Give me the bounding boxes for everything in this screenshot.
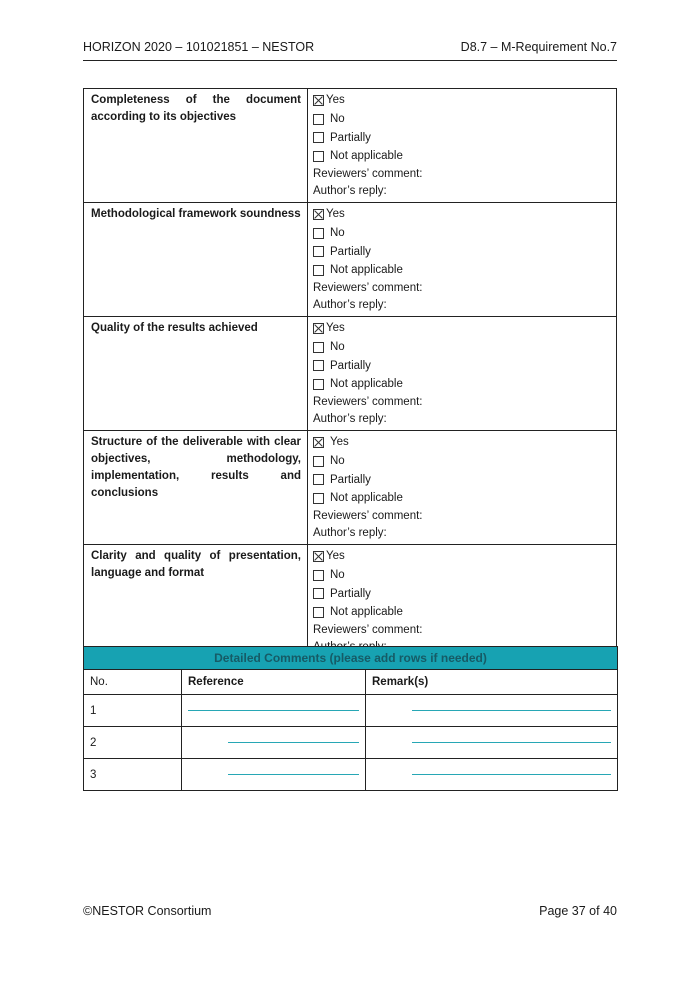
checked-checkbox-icon[interactable] xyxy=(313,209,324,220)
option-label: Not applicable xyxy=(330,492,403,505)
authors-reply-label: Author’s reply: xyxy=(313,413,387,426)
table-row xyxy=(84,759,618,791)
option-yes[interactable] xyxy=(313,433,616,452)
option-label: Partially xyxy=(330,359,371,372)
criterion-options xyxy=(308,203,617,317)
table-row xyxy=(84,695,618,727)
option-label: Yes xyxy=(326,208,345,220)
option-no[interactable] xyxy=(313,110,616,129)
col-header-reference: Reference xyxy=(182,670,366,695)
reviewers-comment-label: Reviewers’ comment: xyxy=(313,168,423,181)
checkbox-icon[interactable] xyxy=(313,379,324,390)
reviewers-comment-label: Reviewers’ comment: xyxy=(313,396,423,409)
option-partially[interactable] xyxy=(313,243,616,262)
option-yes[interactable] xyxy=(313,547,616,566)
option-label: Partially xyxy=(330,131,371,144)
checkbox-icon[interactable] xyxy=(313,360,324,371)
detailed-comments-banner: Detailed Comments (please add rows if needed) xyxy=(84,647,618,670)
option-not-applicable[interactable] xyxy=(313,375,616,394)
option-label: No xyxy=(330,454,345,467)
checkbox-icon[interactable] xyxy=(313,588,324,599)
authors-reply-label: Author’s reply: xyxy=(313,527,387,540)
checkbox-icon[interactable] xyxy=(313,607,324,618)
criterion-options xyxy=(308,89,617,203)
criterion-options xyxy=(308,545,617,659)
checkbox-icon[interactable] xyxy=(313,246,324,257)
option-label: Yes xyxy=(326,94,345,106)
header-project: HORIZON 2020 – 101021851 – NESTOR xyxy=(83,40,315,54)
option-label: Not applicable xyxy=(330,378,403,391)
remark-cell[interactable] xyxy=(366,695,618,727)
criterion-row xyxy=(84,431,617,545)
reference-cell[interactable] xyxy=(182,695,366,727)
reviewers-comment-label: Reviewers’ comment: xyxy=(313,624,423,637)
option-label: Partially xyxy=(330,245,371,258)
footer-copyright: ©NESTOR Consortium xyxy=(83,904,212,918)
option-not-applicable[interactable] xyxy=(313,147,616,166)
option-label: Not applicable xyxy=(330,264,403,277)
page-footer xyxy=(83,904,617,918)
option-no[interactable] xyxy=(313,338,616,357)
option-no[interactable] xyxy=(313,566,616,585)
review-criteria-table xyxy=(83,88,617,659)
criterion-row xyxy=(84,203,617,317)
checkbox-icon[interactable] xyxy=(313,265,324,276)
option-label: Partially xyxy=(330,473,371,486)
option-label: No xyxy=(330,226,345,239)
remark-cell[interactable] xyxy=(366,759,618,791)
criterion-label: Completeness of the document according to its objectives xyxy=(84,89,308,203)
checkbox-icon[interactable] xyxy=(313,493,324,504)
checked-checkbox-icon[interactable] xyxy=(313,95,324,106)
detailed-comments-table xyxy=(83,646,618,791)
option-label: Yes xyxy=(326,322,345,334)
criterion-label: Quality of the results achieved xyxy=(84,317,308,431)
option-label: Yes xyxy=(326,550,345,562)
checkbox-icon[interactable] xyxy=(313,456,324,467)
reference-cell[interactable] xyxy=(182,759,366,791)
row-number: 1 xyxy=(84,695,182,727)
criterion-options xyxy=(308,431,617,545)
option-label: No xyxy=(330,340,345,353)
option-label: No xyxy=(330,568,345,581)
row-number: 2 xyxy=(84,727,182,759)
reviewers-comment-label: Reviewers’ comment: xyxy=(313,282,423,295)
footer-page-number: Page 37 of 40 xyxy=(539,904,617,918)
checkbox-icon[interactable] xyxy=(313,570,324,581)
criterion-label: Methodological framework soundness xyxy=(84,203,308,317)
checked-checkbox-icon[interactable] xyxy=(313,551,324,562)
option-label: Not applicable xyxy=(330,150,403,163)
checkbox-icon[interactable] xyxy=(313,114,324,125)
reviewers-comment-label: Reviewers’ comment: xyxy=(313,510,423,523)
option-label: No xyxy=(330,112,345,125)
criterion-label: Clarity and quality of presentation, language and format xyxy=(84,545,308,659)
authors-reply-label: Author’s reply: xyxy=(313,185,387,198)
option-label: Partially xyxy=(330,587,371,600)
remark-cell[interactable] xyxy=(366,727,618,759)
option-label: Not applicable xyxy=(330,606,403,619)
header-deliverable: D8.7 – M-Requirement No.7 xyxy=(460,40,617,54)
option-not-applicable[interactable] xyxy=(313,489,616,508)
option-partially[interactable] xyxy=(313,471,616,490)
criterion-options xyxy=(308,317,617,431)
checked-checkbox-icon[interactable] xyxy=(313,323,324,334)
option-label: Yes xyxy=(330,436,349,448)
option-no[interactable] xyxy=(313,452,616,471)
reference-cell[interactable] xyxy=(182,727,366,759)
col-header-no: No. xyxy=(84,670,182,695)
option-partially[interactable] xyxy=(313,129,616,148)
checkbox-icon[interactable] xyxy=(313,132,324,143)
table-row xyxy=(84,727,618,759)
row-number: 3 xyxy=(84,759,182,791)
criterion-row xyxy=(84,317,617,431)
option-no[interactable] xyxy=(313,224,616,243)
option-not-applicable[interactable] xyxy=(313,603,616,622)
authors-reply-label: Author’s reply: xyxy=(313,299,387,312)
checkbox-icon[interactable] xyxy=(313,151,324,162)
checkbox-icon[interactable] xyxy=(313,474,324,485)
option-partially[interactable] xyxy=(313,585,616,604)
option-yes[interactable] xyxy=(313,319,616,338)
option-partially[interactable] xyxy=(313,357,616,376)
col-header-remarks: Remark(s) xyxy=(366,670,618,695)
checkbox-icon[interactable] xyxy=(313,342,324,353)
option-yes[interactable] xyxy=(313,205,616,224)
checked-checkbox-icon[interactable] xyxy=(313,437,324,448)
criterion-label: Structure of the deliverable with clear objectives, methodology, implementation, results and conclusions xyxy=(84,431,308,545)
criterion-row xyxy=(84,89,617,203)
option-not-applicable[interactable] xyxy=(313,261,616,280)
checkbox-icon[interactable] xyxy=(313,228,324,239)
page-header xyxy=(83,40,617,61)
criterion-row xyxy=(84,545,617,659)
option-yes[interactable] xyxy=(313,91,616,110)
